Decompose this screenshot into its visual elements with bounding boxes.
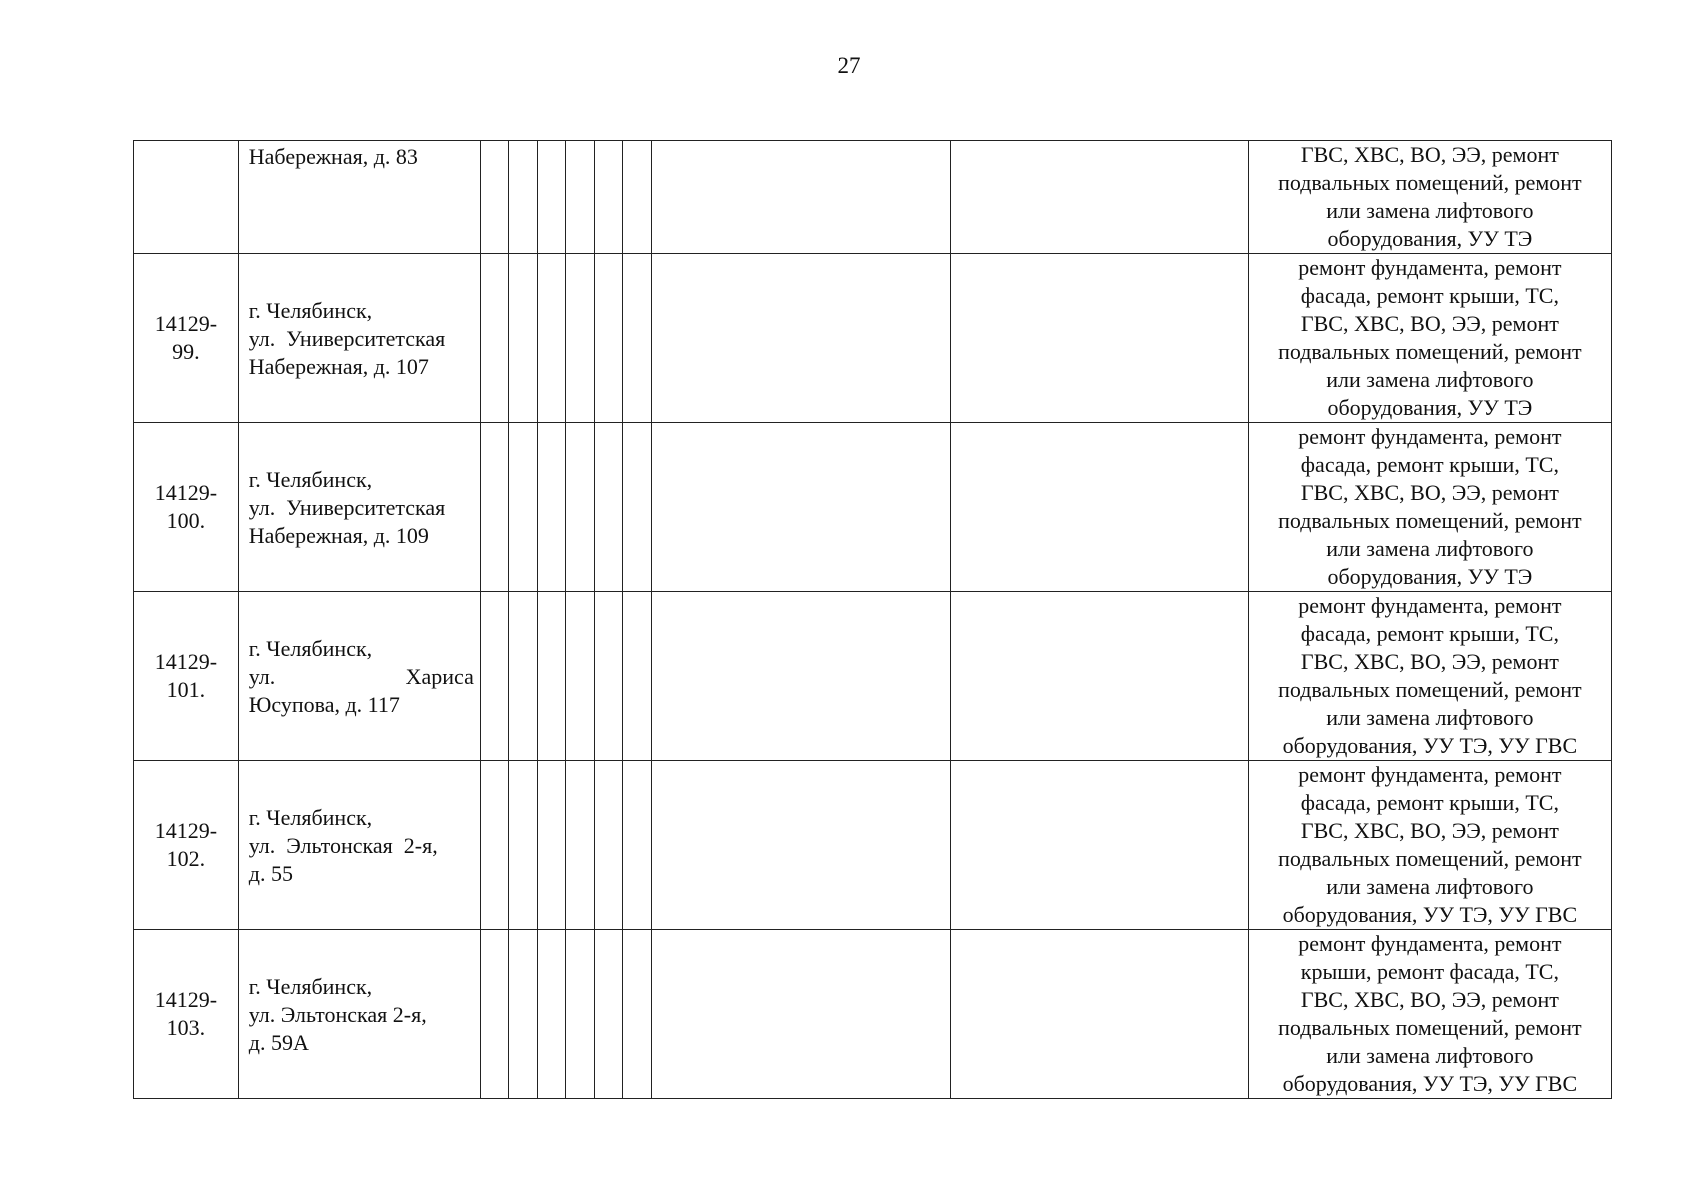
row-number-line: 14129- [154, 649, 218, 674]
empty-cell [651, 254, 950, 423]
row-number-cell [134, 423, 239, 592]
row-number-line: 103. [166, 1015, 206, 1040]
empty-cell [623, 423, 651, 592]
table-row [134, 141, 1612, 254]
empty-cell [480, 254, 508, 423]
address-line: Юсупова, д. 117 [248, 692, 400, 717]
empty-cell [566, 930, 594, 1099]
empty-cell [537, 761, 565, 930]
works-line: ремонт фундамента, ремонт [1298, 424, 1562, 449]
works-line: ремонт фундамента, ремонт [1298, 931, 1562, 956]
table-row [134, 761, 1612, 930]
works-line: ГВС, ХВС, ВО, ЭЭ, ремонт [1300, 987, 1559, 1012]
address-word: ул. [248, 664, 276, 689]
works-line: ремонт фундамента, ремонт [1298, 593, 1562, 618]
works-cell [1248, 423, 1611, 592]
empty-cell [651, 423, 950, 592]
works-cell [1248, 254, 1611, 423]
works-cell [1248, 592, 1611, 761]
row-number-line: 14129- [154, 818, 218, 843]
empty-cell [537, 254, 565, 423]
address-line: г. Челябинск, [248, 805, 373, 830]
works-line: фасада, ремонт крыши, ТС, [1300, 621, 1559, 646]
works-line: фасада, ремонт крыши, ТС, [1300, 452, 1559, 477]
row-number-cell [134, 761, 239, 930]
address-cell [238, 141, 480, 254]
row-number-cell [134, 141, 239, 254]
address-cell [238, 930, 480, 1099]
works-line: крыши, ремонт фасада, ТС, [1300, 959, 1559, 984]
works-line: фасада, ремонт крыши, ТС, [1300, 283, 1559, 308]
works-line: подвальных помещений, ремонт [1278, 846, 1582, 871]
row-number-line: 99. [172, 339, 200, 364]
works-line: оборудования, УУ ТЭ, УУ ГВС [1282, 733, 1578, 758]
empty-cell [651, 592, 950, 761]
row-number-line: 102. [166, 846, 206, 871]
works-line: или замена лифтового [1326, 198, 1534, 223]
empty-cell [537, 592, 565, 761]
row-number-cell [134, 254, 239, 423]
row-number-cell [134, 592, 239, 761]
empty-cell [509, 761, 537, 930]
empty-cell [509, 254, 537, 423]
works-line: подвальных помещений, ремонт [1278, 1015, 1582, 1040]
works-line: оборудования, УУ ТЭ [1327, 564, 1533, 589]
empty-cell [537, 930, 565, 1099]
row-number-line: 100. [166, 508, 206, 533]
empty-cell [950, 761, 1248, 930]
address-line: ул. Эльтонская 2-я, [248, 833, 438, 858]
empty-cell [623, 930, 651, 1099]
works-line: оборудования, УУ ТЭ, УУ ГВС [1282, 1071, 1578, 1096]
works-line: оборудования, УУ ТЭ, УУ ГВС [1282, 902, 1578, 927]
works-line: ГВС, ХВС, ВО, ЭЭ, ремонт [1300, 480, 1559, 505]
empty-cell [566, 761, 594, 930]
works-line: ремонт фундамента, ремонт [1298, 255, 1562, 280]
empty-cell [480, 930, 508, 1099]
works-line: или замена лифтового [1326, 367, 1534, 392]
empty-cell [623, 141, 651, 254]
empty-cell [509, 141, 537, 254]
address-line: г. Челябинск, [248, 298, 373, 323]
works-line: или замена лифтового [1326, 536, 1534, 561]
empty-cell [950, 930, 1248, 1099]
address-line: ул. Эльтонская 2-я, [248, 1002, 427, 1027]
works-line: ГВС, ХВС, ВО, ЭЭ, ремонт [1300, 818, 1559, 843]
empty-cell [480, 423, 508, 592]
works-line: подвальных помещений, ремонт [1278, 170, 1582, 195]
empty-cell [950, 141, 1248, 254]
address-line: Набережная, д. 109 [248, 523, 429, 548]
empty-cell [566, 592, 594, 761]
empty-cell [623, 592, 651, 761]
works-line: фасада, ремонт крыши, ТС, [1300, 790, 1559, 815]
address-cell [238, 254, 480, 423]
works-line: или замена лифтового [1326, 705, 1534, 730]
works-cell [1248, 141, 1611, 254]
address-line: Набережная, д. 107 [248, 354, 429, 379]
empty-cell [509, 930, 537, 1099]
empty-cell [651, 761, 950, 930]
empty-cell [594, 423, 622, 592]
address-line: г. Челябинск, [248, 467, 373, 492]
empty-cell [594, 761, 622, 930]
works-line: подвальных помещений, ремонт [1278, 677, 1582, 702]
empty-cell [950, 423, 1248, 592]
address-cell [238, 761, 480, 930]
empty-cell [950, 592, 1248, 761]
empty-cell [537, 423, 565, 592]
empty-cell [480, 761, 508, 930]
empty-cell [651, 141, 950, 254]
empty-cell [651, 930, 950, 1099]
empty-cell [509, 423, 537, 592]
empty-cell [594, 592, 622, 761]
address-word: Хариса [405, 664, 474, 689]
works-line: подвальных помещений, ремонт [1278, 508, 1582, 533]
empty-cell [623, 254, 651, 423]
table-row [134, 254, 1612, 423]
empty-cell [480, 141, 508, 254]
works-line: или замена лифтового [1326, 1043, 1534, 1068]
row-number-cell [134, 930, 239, 1099]
row-number-line: 101. [166, 677, 206, 702]
address-line: г. Челябинск, [248, 974, 373, 999]
table-row [134, 930, 1612, 1099]
works-line: ГВС, ХВС, ВО, ЭЭ, ремонт [1300, 311, 1559, 336]
empty-cell [594, 930, 622, 1099]
address-line: Набережная, д. 83 [248, 144, 418, 169]
table-row [134, 423, 1612, 592]
empty-cell [509, 592, 537, 761]
empty-cell [623, 761, 651, 930]
repair-program-table [133, 140, 1612, 1099]
works-line: оборудования, УУ ТЭ [1327, 395, 1533, 420]
works-cell [1248, 930, 1611, 1099]
page-number: 27 [837, 53, 861, 78]
address-cell [238, 592, 480, 761]
table-row [134, 592, 1612, 761]
row-number-line: 14129- [154, 480, 218, 505]
address-line: д. 55 [248, 861, 293, 886]
address-line: г. Челябинск, [248, 636, 373, 661]
empty-cell [537, 141, 565, 254]
empty-cell [566, 254, 594, 423]
empty-cell [480, 592, 508, 761]
works-line: ремонт фундамента, ремонт [1298, 762, 1562, 787]
address-line: ул. Университетская [248, 326, 446, 351]
empty-cell [594, 254, 622, 423]
address-line: д. 59А [248, 1030, 309, 1055]
works-line: оборудования, УУ ТЭ [1327, 226, 1533, 251]
row-number-line: 14129- [154, 987, 218, 1012]
address-line: ул. Университетская [248, 495, 446, 520]
empty-cell [566, 141, 594, 254]
works-line: или замена лифтового [1326, 874, 1534, 899]
works-line: подвальных помещений, ремонт [1278, 339, 1582, 364]
address-line [249, 663, 474, 691]
works-line: ГВС, ХВС, ВО, ЭЭ, ремонт [1300, 142, 1559, 167]
empty-cell [950, 254, 1248, 423]
empty-cell [594, 141, 622, 254]
row-number-line: 14129- [154, 311, 218, 336]
address-cell [238, 423, 480, 592]
works-cell [1248, 761, 1611, 930]
empty-cell [566, 423, 594, 592]
works-line: ГВС, ХВС, ВО, ЭЭ, ремонт [1300, 649, 1559, 674]
